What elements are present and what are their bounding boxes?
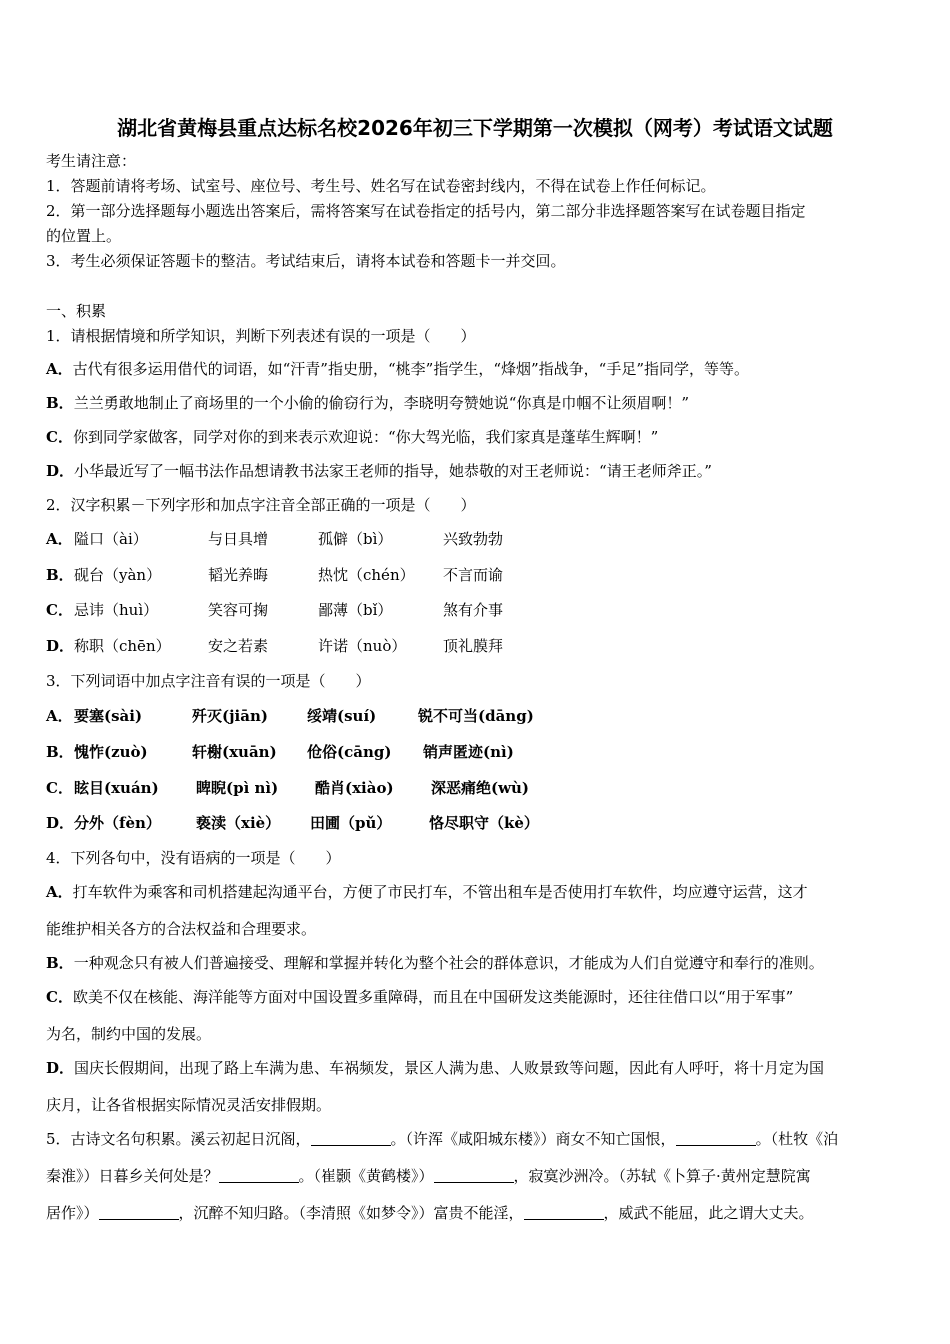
option-cell: 煞有介事 [443,601,504,619]
q5-text: 。（杜牧《泊 [755,1130,839,1148]
option-cell: 韬光养晦 [208,566,269,584]
question-2-stem: 2．汉字积累－下列字形和加点字注音全部正确的一项是（ ） [46,496,476,514]
option-text: 能维护相关各方的合法权益和合理要求。 [46,920,317,938]
option-cell: 顶礼膜拜 [443,637,504,655]
option-letter: A． [46,360,73,378]
option-text: 庆月，让各省根据实际情况灵活安排假期。 [46,1096,332,1114]
question-4-line [46,987,793,1007]
option-cell: 酷肖(xiào) [315,779,394,797]
question-4-line [46,1095,331,1115]
option-text: 小华最近写了一幅书法作品想请教书法家王老师的指导，她恭敬的对王老师说：“请王老师斧正。” [74,462,712,480]
option-letter: A． [46,707,73,725]
option-letter: B． [46,954,74,972]
option-text: 你到同学家做客，同学对你的到来表示欢迎说：“你大驾光临，我们家真是蓬荜生辉啊！” [72,428,659,446]
answer-blank[interactable] [219,1168,299,1183]
option-cell: 要塞(sài) [74,707,143,725]
option-letter: C． [46,428,73,446]
option-cell: 隘口（ài） [74,530,148,548]
question-4-line [46,882,808,902]
page-title: 湖北省黄梅县重点达标名校2026年初三下学期第一次模拟（网考）考试语文试题 [117,116,833,140]
option-letter: D． [46,814,75,832]
answer-blank[interactable] [676,1131,756,1146]
option-cell: 分外（fèn） [74,814,161,832]
option-letter: D． [46,637,75,655]
option-text: 国庆长假期间，出现了路上车满为患、车祸频发，景区人满为患、人败景致等问题，因此有人呼吁，将十月定为国 [74,1059,825,1077]
option-text: 一种观念只有被人们普遍接受、理解和掌握并转化为整个社会的群体意识，才能成为人们自觉遵守和奉行的准则。 [73,954,824,972]
answer-blank[interactable] [311,1131,391,1146]
notice-heading: 考生请注意： [46,152,137,170]
q5-text: 。（许浑《咸阳城东楼》）商女不知亡国恨， [390,1130,676,1148]
question-1-option-a [46,359,749,379]
question-4-line [46,1058,824,1078]
option-cell: 孤僻（bì） [318,530,393,548]
question-1-stem: 1．请根据情境和所学知识，判断下列表述有误的一项是（ ） [46,327,476,345]
option-letter: B． [46,743,74,761]
question-5-line [46,1203,814,1223]
question-4-line [46,1024,211,1044]
option-cell: 田圃（pǔ） [310,814,392,832]
option-cell: 安之若素 [208,637,269,655]
option-cell: 不言而谕 [443,566,504,584]
option-cell: 笑容可掬 [208,601,269,619]
option-cell: 热忱（chén） [318,566,415,584]
q5-text: ，寂寞沙洲冷。（苏轼《卜算子·黄州定慧院寓 [513,1167,811,1185]
question-4-line [46,919,316,939]
answer-blank[interactable] [524,1205,604,1220]
q5-text: 居作》） [46,1204,99,1222]
question-3-stem: 3．下列词语中加点字注音有误的一项是（ ） [46,672,371,690]
q5-text: ，沉醉不知归路。（李清照《如梦令》）富贵不能淫， [178,1204,524,1222]
option-cell: 砚台（yàn） [74,566,162,584]
option-text: 兰兰勇敢地制止了商场里的一个小偷的偷窃行为，李晓明夸赞她说“你真是巾帼不让须眉啊！” [73,394,690,412]
option-cell: 销声匿迹(nì) [423,743,514,761]
option-cell: 与日具增 [208,530,269,548]
q5-text: ，威武不能屈，此之谓大丈夫。 [603,1204,814,1222]
q5-text: 5．古诗文名句积累。溪云初起日沉阁， [46,1130,311,1148]
option-cell: 伧俗(cāng) [307,743,392,761]
question-4-stem: 4．下列各句中，没有语病的一项是（ ） [46,849,341,867]
option-cell: 许诺（nuò） [318,637,407,655]
option-cell: 鄙薄（bǐ） [318,601,393,619]
option-cell: 绥靖(suí) [307,707,377,725]
q5-text: 。（崔颢《黄鹤楼》） [298,1167,434,1185]
option-cell: 轩榭(xuān) [192,743,277,761]
option-letter: B． [46,394,74,412]
option-letter: C． [46,779,73,797]
option-letter: A． [46,883,73,901]
question-1-option-b [46,393,689,413]
option-cell: 称职（chēn） [74,637,171,655]
notice-item: 3．考生必须保证答题卡的整洁。考试结束后，请将本试卷和答题卡一并交回。 [46,252,566,270]
option-letter: C． [46,988,73,1006]
question-1-option-d [46,461,712,481]
option-letter: D． [46,1059,75,1077]
option-cell: 眩目(xuán) [74,779,159,797]
option-cell: 恪尽职守（kè） [429,814,539,832]
option-cell: 睥睨(pì nì) [196,779,279,797]
option-letter: A． [46,530,73,548]
notice-item: 的位置上。 [46,227,122,245]
option-letter: B． [46,566,74,584]
answer-blank[interactable] [99,1205,179,1220]
option-text: 为名，制约中国的发展。 [46,1025,212,1043]
option-letter: D． [46,462,75,480]
option-cell: 愧怍(zuò) [74,743,148,761]
option-cell: 忌讳（huì） [74,601,159,619]
option-cell: 兴致勃勃 [443,530,504,548]
question-1-option-c [46,427,658,447]
option-cell: 歼灭(jiān) [192,707,268,725]
option-text: 打车软件为乘客和司机搭建起沟通平台，方便了市民打车，不管出租车是否使用打车软件，均应遵守运营，这才 [72,883,808,901]
option-cell: 深恶痛绝(wù) [431,779,530,797]
option-cell: 锐不可当(dāng) [418,707,534,725]
notice-item: 1．答题前请将考场、试室号、座位号、考生号、姓名写在试卷密封线内，不得在试卷上作任何标记。 [46,177,716,195]
answer-blank[interactable] [434,1168,514,1183]
question-5-line [46,1166,811,1186]
notice-item: 2．第一部分选择题每小题选出答案后，需将答案写在试卷指定的括号内，第二部分非选择题答案写在试卷题目指定 [46,202,806,220]
q5-text: 秦淮》）日暮乡关何处是？ [46,1167,219,1185]
option-letter: C． [46,601,73,619]
section-heading: 一、积累 [46,302,107,320]
question-5-line [46,1129,838,1149]
option-text: 欧美不仅在核能、海洋能等方面对中国设置多重障碍，而且在中国研发这类能源时，还往往借口以“用于军事” [72,988,794,1006]
option-cell: 亵渎（xiè） [196,814,281,832]
option-text: 古代有很多运用借代的词语，如“汗青”指史册，“桃李”指学生，“烽烟”指战争，“手足”指同学，等等。 [72,360,749,378]
question-4-line [46,953,824,973]
